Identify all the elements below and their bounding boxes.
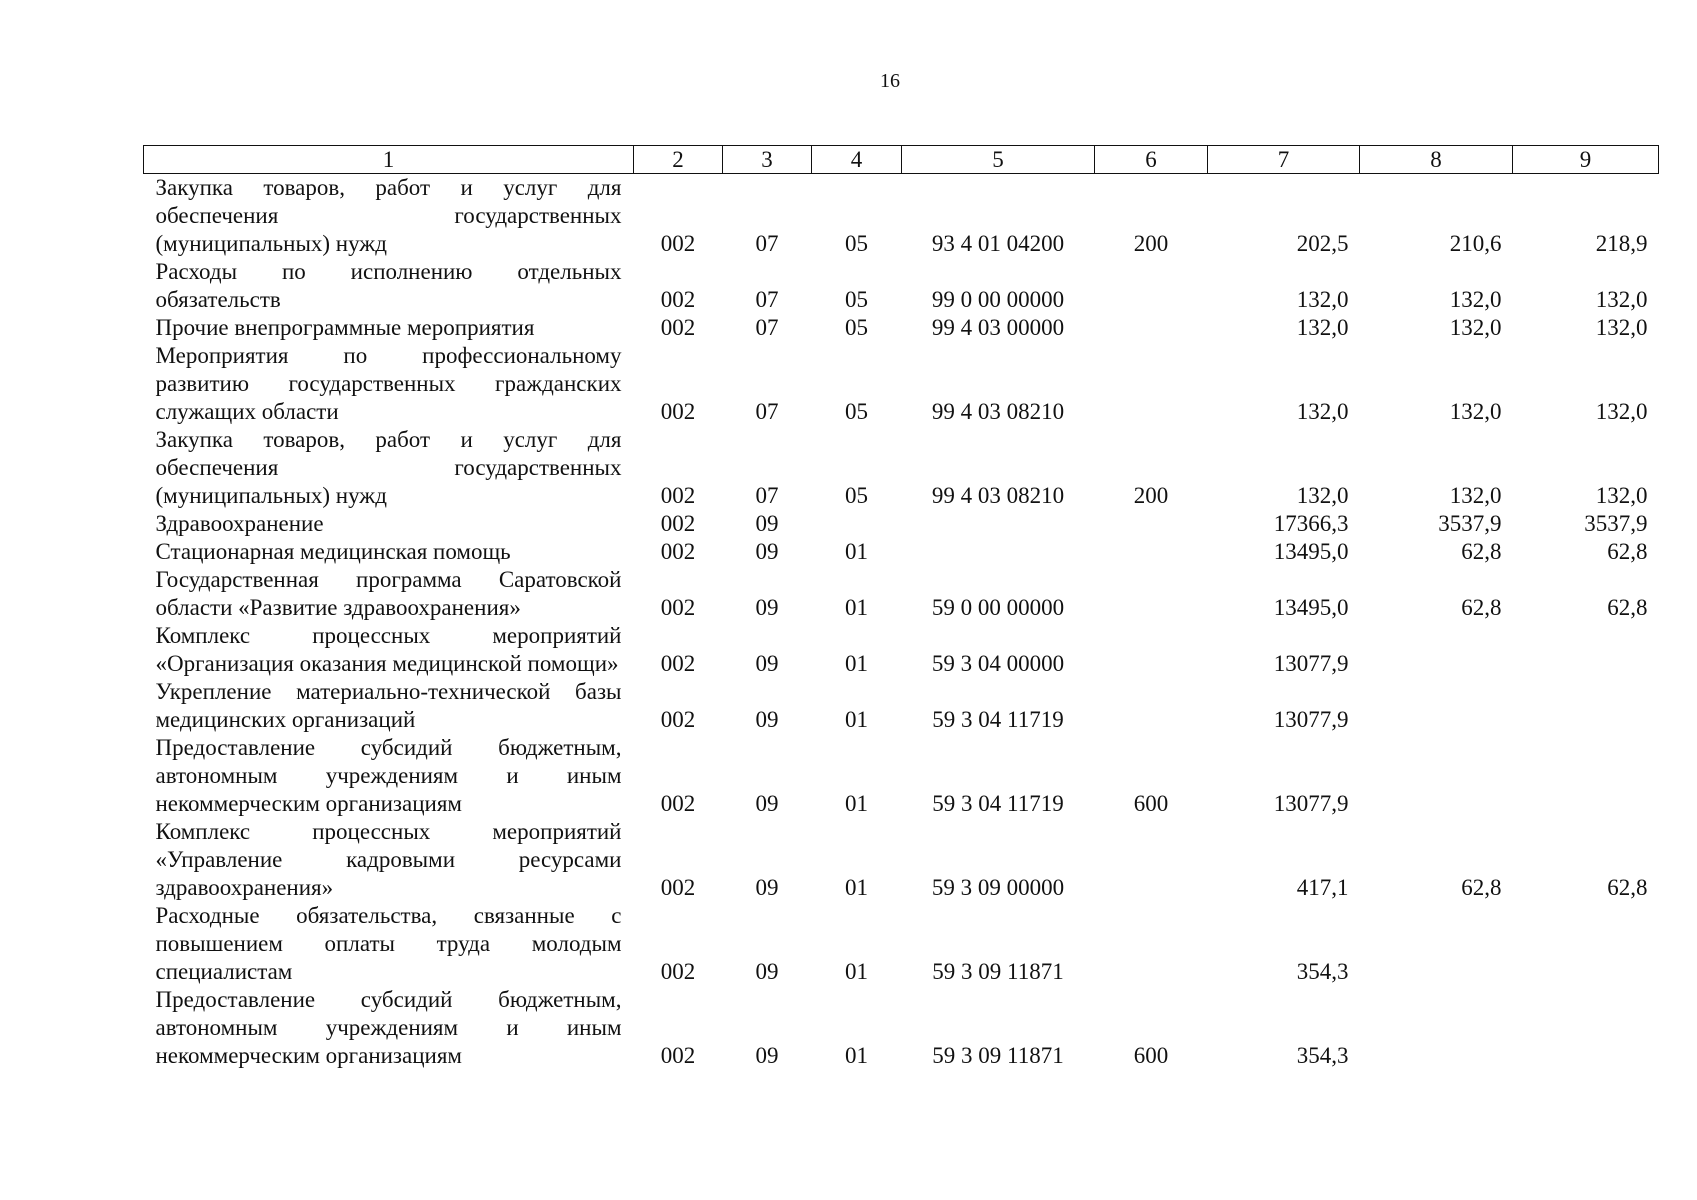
row-description: Мероприятия по профессиональному развитию государственных гражданских служащих области: [155, 343, 622, 424]
row-amount-col8: 132,0: [1449, 315, 1502, 340]
row-admin-code: 002: [660, 651, 696, 676]
row-subsection-code: 01: [845, 1043, 868, 1068]
row-amount-col9: [1513, 678, 1659, 734]
row-section-code: 09: [755, 875, 779, 900]
row-amount-col7: 13495,0: [1273, 595, 1349, 620]
row-expense-type: [1095, 538, 1208, 566]
row-amount-col9: 132,0: [1595, 399, 1648, 424]
table-row: [144, 510, 1659, 538]
row-section-code: 09: [755, 595, 779, 620]
table-row: [144, 734, 1659, 818]
table-row: [144, 314, 1659, 342]
row-amount-col9: 132,0: [1595, 483, 1648, 508]
row-target-article: 59 3 09 11871: [932, 959, 1064, 984]
row-amount-col7: 13495,0: [1273, 539, 1349, 564]
row-amount-col9: [1513, 734, 1659, 818]
row-description: Комплекс процессных мероприятий «Организация оказания медицинской помощи»: [155, 623, 622, 676]
row-target-article: 99 4 03 08210: [931, 483, 1065, 508]
column-header: 9: [1513, 146, 1659, 174]
row-section-code: 09: [755, 1043, 779, 1068]
row-target-article: 59 3 04 11719: [932, 707, 1064, 732]
row-subsection-code: 05: [845, 287, 868, 312]
row-description: Прочие внепрограммные мероприятия: [155, 315, 535, 340]
row-target-article: 59 0 00 00000: [931, 595, 1065, 620]
table-row: [144, 566, 1659, 622]
row-expense-type: [1095, 342, 1208, 426]
row-admin-code: 002: [660, 511, 696, 536]
row-section-code: 07: [755, 287, 779, 312]
row-section-code: 09: [755, 651, 779, 676]
table-row: [144, 426, 1659, 510]
row-admin-code: 002: [660, 595, 696, 620]
row-admin-code: 002: [660, 315, 696, 340]
row-target-article: [902, 510, 1095, 538]
row-expense-type: 600: [1133, 1043, 1169, 1068]
row-target-article: 59 3 09 11871: [932, 1043, 1064, 1068]
row-expense-type: [1095, 566, 1208, 622]
row-admin-code: 002: [660, 287, 696, 312]
row-subsection-code: 01: [845, 959, 868, 984]
row-amount-col7: 354,3: [1296, 959, 1349, 984]
row-expense-type: [1095, 678, 1208, 734]
row-amount-col8: [1360, 678, 1513, 734]
row-description: Укрепление материально-технической базы медицинских организаций: [155, 679, 622, 732]
row-description: Закупка товаров, работ и услуг для обеспечения государственных (муниципальных) нужд: [155, 427, 622, 508]
row-section-code: 07: [755, 231, 779, 256]
row-amount-col8: 62,8: [1461, 539, 1502, 564]
column-header: 4: [812, 146, 902, 174]
row-admin-code: 002: [660, 539, 696, 564]
column-header: 5: [902, 146, 1095, 174]
row-target-article: [902, 538, 1095, 566]
budget-table: [143, 145, 1659, 1070]
row-target-article: 59 3 09 00000: [931, 875, 1065, 900]
row-amount-col8: [1360, 986, 1513, 1070]
row-subsection-code: 05: [845, 315, 868, 340]
column-header: 7: [1208, 146, 1360, 174]
row-expense-type: [1095, 622, 1208, 678]
row-subsection-code: 01: [845, 539, 868, 564]
table-row: [144, 678, 1659, 734]
row-subsection-code: [812, 510, 902, 538]
row-section-code: 09: [755, 511, 779, 536]
row-amount-col9: 3537,9: [1584, 511, 1648, 536]
row-description: Государственная программа Саратовской области «Развитие здравоохранения»: [155, 567, 622, 620]
table-row: [144, 174, 1659, 259]
row-expense-type: 200: [1133, 483, 1169, 508]
row-admin-code: 002: [660, 707, 696, 732]
row-subsection-code: 05: [845, 483, 868, 508]
column-header: 2: [634, 146, 723, 174]
row-amount-col7: 132,0: [1296, 399, 1349, 424]
row-subsection-code: 01: [845, 875, 868, 900]
row-admin-code: 002: [660, 875, 696, 900]
row-amount-col7: 132,0: [1296, 315, 1349, 340]
row-amount-col8: 3537,9: [1438, 511, 1502, 536]
row-section-code: 09: [755, 791, 779, 816]
row-section-code: 07: [755, 399, 779, 424]
page-number: 16: [880, 70, 900, 92]
row-target-article: 99 4 03 08210: [931, 399, 1065, 424]
row-amount-col8: [1360, 734, 1513, 818]
table-row: [144, 818, 1659, 902]
row-amount-col8: 62,8: [1461, 875, 1502, 900]
row-amount-col8: [1360, 902, 1513, 986]
row-expense-type: [1095, 258, 1208, 314]
row-amount-col9: 62,8: [1607, 595, 1648, 620]
table-row: [144, 902, 1659, 986]
row-description: Здравоохранение: [155, 511, 324, 536]
row-description: Расходы по исполнению отдельных обязательств: [155, 259, 622, 312]
column-header: 3: [723, 146, 812, 174]
row-expense-type: [1095, 818, 1208, 902]
row-admin-code: 002: [660, 231, 696, 256]
row-target-article: 93 4 01 04200: [931, 231, 1065, 256]
column-header: 6: [1095, 146, 1208, 174]
row-admin-code: 002: [660, 1043, 696, 1068]
row-amount-col9: 218,9: [1595, 231, 1648, 256]
row-expense-type: [1095, 902, 1208, 986]
row-amount-col9: 132,0: [1595, 287, 1648, 312]
row-amount-col7: 17366,3: [1273, 511, 1349, 536]
row-amount-col8: 210,6: [1449, 231, 1502, 256]
row-subsection-code: 01: [845, 595, 868, 620]
row-subsection-code: 05: [845, 231, 868, 256]
row-expense-type: 200: [1133, 231, 1169, 256]
row-amount-col7: 13077,9: [1273, 651, 1349, 676]
table-row: [144, 538, 1659, 566]
row-target-article: 59 3 04 11719: [932, 791, 1064, 816]
table-header-row: [144, 146, 1659, 174]
row-description: Расходные обязательства, связанные с повышением оплаты труда молодым специалистам: [155, 903, 622, 984]
row-admin-code: 002: [660, 959, 696, 984]
row-description: Закупка товаров, работ и услуг для обеспечения государственных (муниципальных) нужд: [155, 175, 622, 256]
row-section-code: 09: [755, 707, 779, 732]
row-target-article: 59 3 04 00000: [931, 651, 1065, 676]
row-amount-col7: 132,0: [1296, 287, 1349, 312]
row-subsection-code: 01: [845, 707, 868, 732]
row-admin-code: 002: [660, 399, 696, 424]
row-amount-col9: [1513, 986, 1659, 1070]
row-section-code: 09: [755, 959, 779, 984]
row-amount-col8: [1360, 622, 1513, 678]
row-amount-col9: [1513, 622, 1659, 678]
row-amount-col8: 132,0: [1449, 287, 1502, 312]
column-header: 8: [1360, 146, 1513, 174]
row-expense-type: [1095, 314, 1208, 342]
row-amount-col8: 132,0: [1449, 483, 1502, 508]
row-section-code: 09: [755, 539, 779, 564]
row-amount-col7: 417,1: [1296, 875, 1349, 900]
row-target-article: 99 4 03 00000: [931, 315, 1065, 340]
row-subsection-code: 01: [845, 791, 868, 816]
row-amount-col9: 62,8: [1607, 875, 1648, 900]
row-admin-code: 002: [660, 791, 696, 816]
row-description: Предоставление субсидий бюджетным, автономным учреждениям и иным некоммерческим организациям: [155, 987, 622, 1068]
row-amount-col7: 13077,9: [1273, 791, 1349, 816]
row-amount-col7: 354,3: [1296, 1043, 1349, 1068]
row-amount-col7: 202,5: [1296, 231, 1349, 256]
row-subsection-code: 05: [845, 399, 868, 424]
table-row: [144, 986, 1659, 1070]
row-section-code: 07: [755, 315, 779, 340]
row-target-article: 99 0 00 00000: [931, 287, 1065, 312]
row-expense-type: 600: [1133, 791, 1169, 816]
column-header: 1: [144, 146, 634, 174]
row-amount-col7: 132,0: [1296, 483, 1349, 508]
table-body: [144, 174, 1659, 1071]
row-admin-code: 002: [660, 483, 696, 508]
row-amount-col9: 62,8: [1607, 539, 1648, 564]
row-subsection-code: 01: [845, 651, 868, 676]
row-amount-col8: 62,8: [1461, 595, 1502, 620]
row-expense-type: [1095, 510, 1208, 538]
row-description: Стационарная медицинская помощь: [155, 539, 511, 564]
row-description: Комплекс процессных мероприятий «Управление кадровыми ресурсами здравоохранения»: [155, 819, 622, 900]
table-row: [144, 342, 1659, 426]
row-amount-col8: 132,0: [1449, 399, 1502, 424]
table-row: [144, 258, 1659, 314]
row-amount-col9: 132,0: [1595, 315, 1648, 340]
row-description: Предоставление субсидий бюджетным, автономным учреждениям и иным некоммерческим организациям: [155, 735, 622, 816]
row-amount-col9: [1513, 902, 1659, 986]
row-amount-col7: 13077,9: [1273, 707, 1349, 732]
table-row: [144, 622, 1659, 678]
row-section-code: 07: [755, 483, 779, 508]
